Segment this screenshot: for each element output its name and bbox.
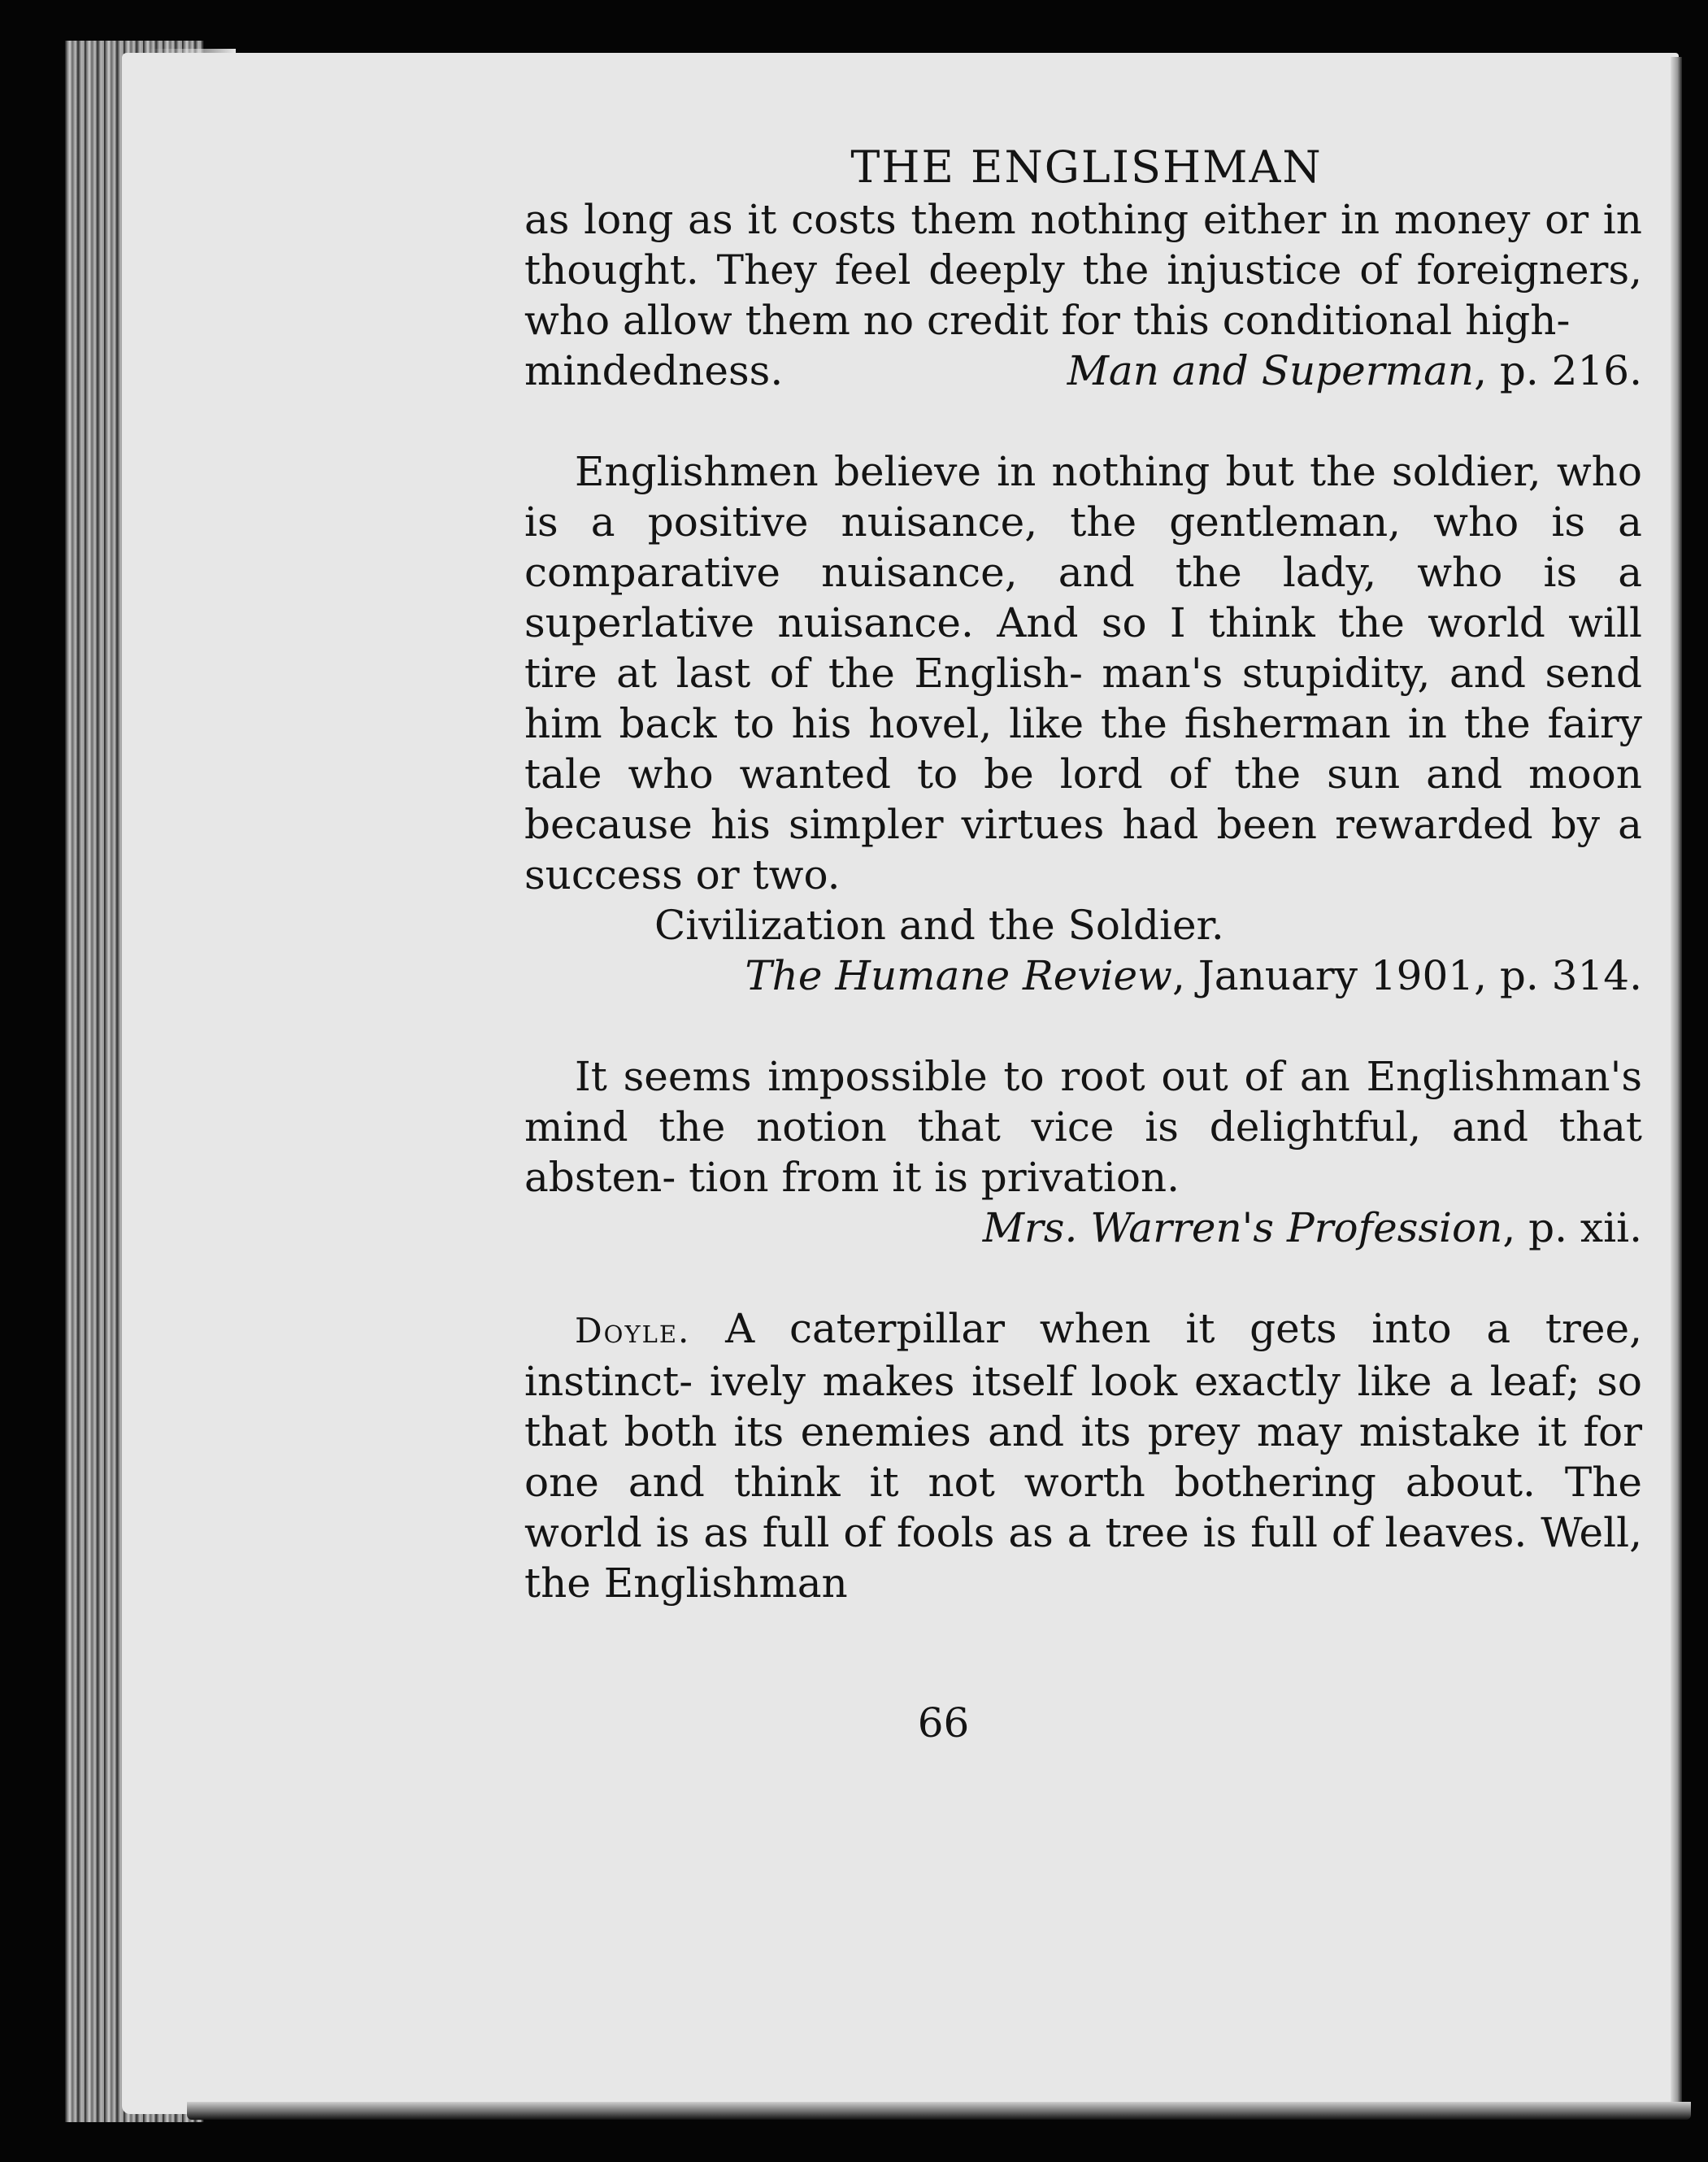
passage-3: [524, 1051, 1642, 1203]
passage-2-line-2: a positive nuisance, the gentleman, who is a comparative: [524, 498, 1642, 596]
text-block: [524, 142, 1642, 1608]
speaker-name: Doyle.: [575, 1311, 691, 1351]
passage-1-citation-rest: , p. 216.: [1474, 347, 1642, 394]
passage-1-line-3: who allow them no credit for this conditional high-: [524, 297, 1571, 344]
spacer: [524, 1253, 1642, 1303]
passage-3-line-2: mind the notion that vice is delightful, and that absten-: [524, 1103, 1642, 1201]
passage-1-line-1: as long as it costs them nothing either in money or in: [524, 196, 1642, 243]
passage-2-line-6: fisherman in the fairy tale who wanted to be lord of the: [524, 700, 1642, 798]
passage-3-line-1: It seems impossible to root out of an Englishman's: [575, 1053, 1642, 1100]
passage-2-citation-title: The Humane Review: [745, 952, 1172, 999]
passage-1-citation-title: Man and Superman: [1067, 347, 1475, 394]
passage-3-citation: [524, 1203, 1642, 1253]
passage-2-citation-line-1: Civilization and the Soldier.: [654, 902, 1224, 949]
gutter-shadow: [146, 49, 236, 2114]
page-number: 66: [917, 1699, 970, 1747]
passage-2-line-8: rewarded by a success or two.: [524, 801, 1642, 898]
passage-4-line-3: its enemies and its prey may mistake it for one and think: [524, 1408, 1642, 1506]
passage-2-citation-line-2: [524, 950, 1642, 1001]
passage-3-line-3: tion from it is privation.: [689, 1154, 1180, 1201]
passage-2: [524, 446, 1642, 900]
spacer: [524, 396, 1642, 446]
spacer: [524, 1001, 1642, 1051]
passage-4: [524, 1303, 1642, 1608]
passage-1: [524, 194, 1642, 346]
passage-1-citation: [1067, 346, 1642, 396]
passage-2-line-1: Englishmen believe in nothing but the soldier, who is: [524, 448, 1642, 546]
passage-2-line-3: nuisance, and the lady, who is a superlative nuisance.: [524, 549, 1642, 646]
passage-1-line-4: mindedness.: [524, 347, 784, 394]
running-head: THE ENGLISHMAN: [850, 141, 1323, 193]
passage-3-citation-title: Mrs. Warren's Profession: [982, 1204, 1503, 1251]
passage-3-citation-rest: , p. xii.: [1502, 1204, 1642, 1251]
passage-1-last-line: [524, 346, 1642, 396]
passage-2-citation-rest: , January 1901, p. 314.: [1171, 952, 1642, 999]
passage-2-line-7: sun and moon because his simpler virtues had been: [524, 750, 1642, 848]
passage-2-line-5: man's stupidity, and send him back to his hovel, like the: [524, 650, 1642, 747]
page-right-edge: [1671, 57, 1682, 2110]
passage-4-line-5: fools as a tree is full of leaves. Well, the Englishman: [524, 1509, 1642, 1607]
passage-4-line-2: ively makes itself look exactly like a leaf; so that both: [524, 1358, 1642, 1455]
passage-2-line-4: And so I think the world will tire at last of the English-: [524, 599, 1642, 697]
passage-1-line-2: thought. They feel deeply the injustice of foreigners,: [524, 246, 1642, 294]
passage-4-line-4: it not worth bothering about. The world is as full of: [524, 1459, 1642, 1556]
passage-4-line-1: A caterpillar when it gets into a tree, instinct-: [524, 1305, 1642, 1405]
page-bottom-edge: [187, 2102, 1691, 2120]
